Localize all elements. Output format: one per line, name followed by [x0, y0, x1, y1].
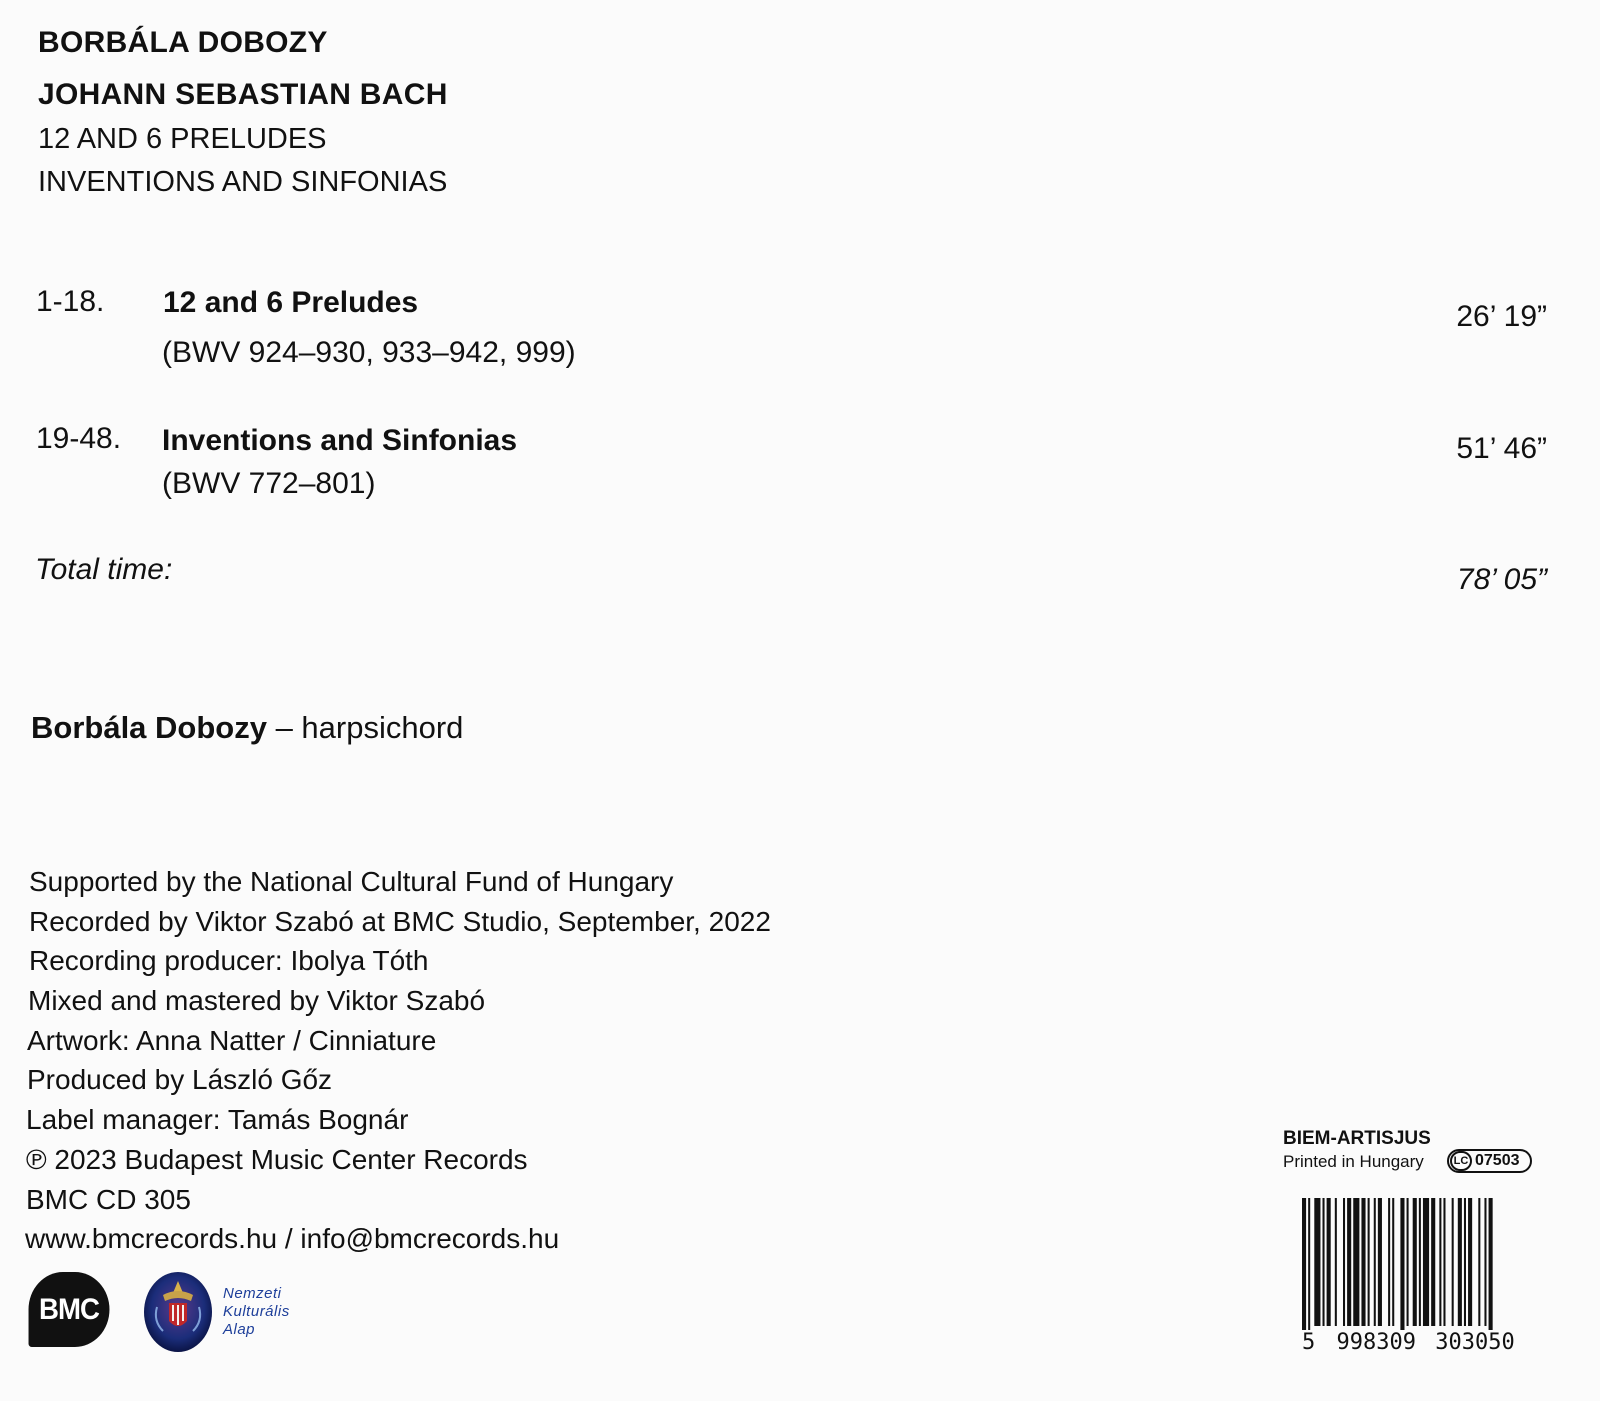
credit-line: Recorded by Viktor Szabó at BMC Studio, September, 2022: [29, 906, 771, 937]
barcode-bar: [1458, 1198, 1462, 1326]
composer-heading: JOHANN SEBASTIAN BACH: [38, 78, 448, 111]
work-title-1: 12 AND 6 PRELUDES: [38, 123, 327, 155]
track-title: 12 and 6 Preludes: [163, 286, 419, 319]
credit-line: Supported by the National Cultural Fund of Hungary: [29, 866, 674, 897]
barcode-bar: [1361, 1198, 1365, 1326]
copyright-line: ℗ 2023 Budapest Music Center Records: [26, 1144, 528, 1175]
barcode-bar: [1400, 1198, 1404, 1343]
credit-line: Produced by László Gőz: [27, 1064, 333, 1095]
track-catalog: (BWV 772–801): [162, 467, 376, 500]
barcode-bar: [1478, 1198, 1480, 1326]
barcode: [1300, 1198, 1520, 1343]
barcode-bar: [1413, 1198, 1417, 1326]
nka-text-line: Kulturális: [223, 1303, 290, 1320]
total-time-value: 78’ 05”: [1456, 563, 1547, 596]
label-code-badge: [1447, 1149, 1532, 1173]
barcode-bar: [1419, 1198, 1421, 1326]
artist-heading: BORBÁLA DOBOZY: [38, 26, 328, 59]
barcode-bar: [1343, 1198, 1345, 1326]
barcode-bar: [1407, 1198, 1409, 1326]
performer-name: Borbála Dobozy: [31, 710, 267, 745]
lc-number: 07503: [1475, 1152, 1520, 1169]
bmc-logo: BMC: [29, 1272, 110, 1347]
barcode-bar: [1353, 1198, 1359, 1326]
track-duration: 51’ 46”: [1456, 432, 1547, 465]
lc-mark: LC: [1450, 1151, 1472, 1171]
barcode-bar: [1368, 1198, 1370, 1326]
barcode-bar: [1347, 1198, 1351, 1326]
barcode-bar: [1388, 1198, 1390, 1326]
barcode-bar: [1335, 1198, 1337, 1326]
barcode-group-1: 998309: [1336, 1330, 1416, 1355]
barcode-bar: [1374, 1198, 1376, 1326]
barcode-bar: [1323, 1198, 1325, 1326]
barcode-bar: [1464, 1198, 1466, 1326]
barcode-bar: [1302, 1198, 1306, 1343]
barcode-lead-digit: 5: [1302, 1330, 1316, 1355]
performer-line: [31, 710, 463, 746]
barcode-bar: [1314, 1198, 1320, 1326]
total-time-label: Total time:: [35, 553, 173, 586]
barcode-bar: [1452, 1198, 1454, 1326]
barcode-bar: [1423, 1198, 1429, 1326]
track-catalog: (BWV 924–930, 933–942, 999): [162, 336, 576, 369]
track-number: 19-48.: [36, 422, 122, 455]
performer-role: – harpsichord: [266, 710, 464, 745]
catalog-number: BMC CD 305: [26, 1184, 191, 1215]
barcode-bar: [1439, 1198, 1441, 1326]
barcode-digits: [1302, 1330, 1515, 1355]
nka-logo-text: [223, 1285, 290, 1339]
credit-line: Mixed and mastered by Viktor Szabó: [28, 985, 486, 1016]
barcode-bar: [1392, 1198, 1394, 1326]
biem-artisjus-label: BIEM-ARTISJUS: [1283, 1128, 1431, 1149]
barcode-bar: [1431, 1198, 1435, 1326]
credit-line: Label manager: Tamás Bognár: [26, 1104, 409, 1135]
barcode-bar: [1327, 1198, 1331, 1326]
barcode-bar: [1308, 1198, 1310, 1343]
barcode-bar: [1378, 1198, 1382, 1326]
work-title-2: INVENTIONS AND SINFONIAS: [38, 166, 448, 198]
track-duration: 26’ 19”: [1456, 300, 1547, 333]
barcode-bar: [1484, 1198, 1486, 1326]
nka-text-line: Nemzeti: [223, 1285, 282, 1302]
printed-in-label: Printed in Hungary: [1283, 1152, 1424, 1171]
barcode-bar: [1468, 1198, 1472, 1326]
barcode-bar: [1443, 1198, 1445, 1326]
barcode-bar: [1489, 1198, 1493, 1343]
track-title: Inventions and Sinfonias: [162, 424, 518, 457]
credit-line: Recording producer: Ibolya Tóth: [29, 945, 429, 976]
nka-text-line: Alap: [223, 1321, 256, 1338]
credit-line: Artwork: Anna Natter / Cinniature: [27, 1025, 437, 1056]
barcode-group-2: 303050: [1435, 1330, 1515, 1355]
track-number: 1-18.: [36, 285, 105, 318]
website-line: www.bmcrecords.hu / info@bmcrecords.hu: [25, 1223, 560, 1254]
nka-emblem-icon: [143, 1271, 213, 1353]
